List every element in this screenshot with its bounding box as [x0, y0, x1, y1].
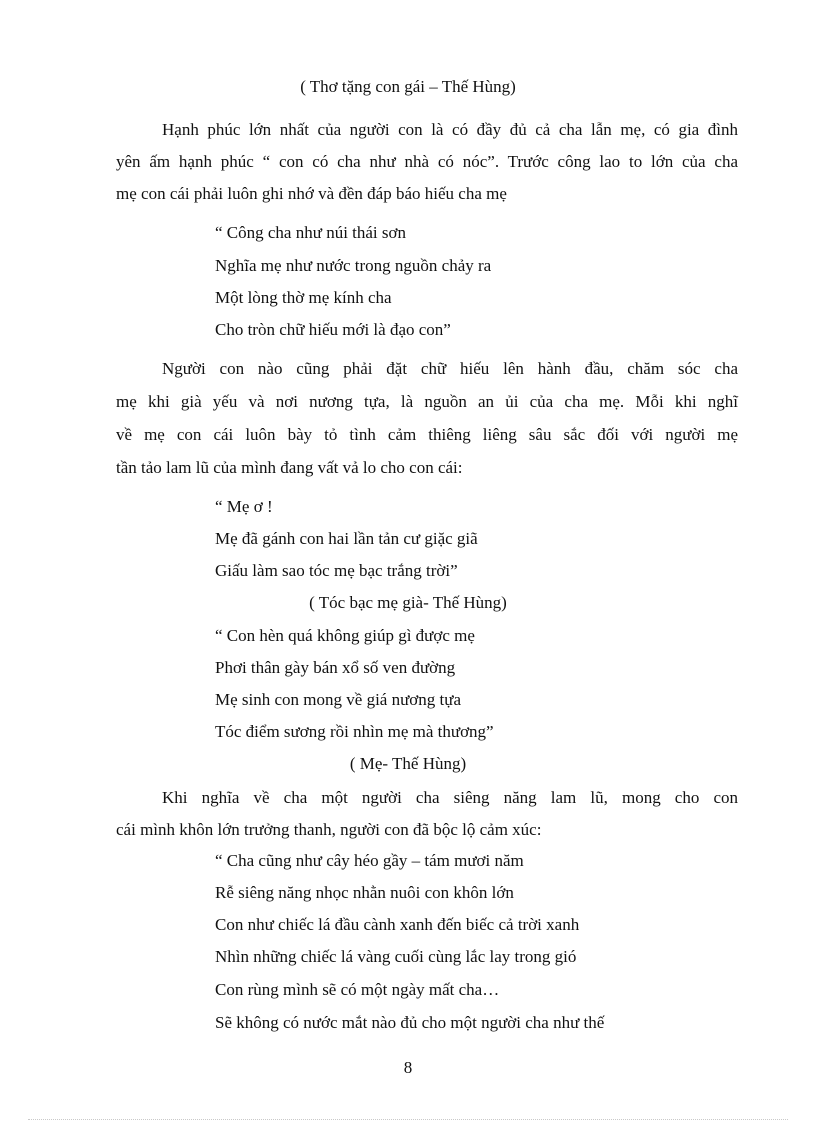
verse-line: Tóc điểm sương rồi nhìn mẹ mà thương”: [215, 722, 494, 741]
verse-line: Mẹ đã gánh con hai lần tản cư giặc giã: [215, 529, 478, 548]
verse-line: Con rùng mình sẽ có một ngày mất cha…: [215, 980, 500, 999]
caption-poem-source: ( Tóc bạc mẹ già- Thế Hùng): [309, 593, 507, 612]
verse-line: Mẹ sinh con mong về giá nương tựa: [215, 690, 462, 709]
page-number: 8: [403, 1058, 413, 1077]
verse-line: Cho tròn chữ hiếu mới là đạo con”: [215, 320, 451, 339]
paragraph-line: mẹ con cái phải luôn ghi nhớ và đền đáp báo hiếu cha mẹ: [116, 184, 507, 203]
verse-line: Nghĩa mẹ như nước trong nguồn chảy ra: [215, 256, 492, 275]
verse-line: Phơi thân gày bán xổ số ven đường: [215, 658, 456, 677]
verse-line: “ Công cha như núi thái sơn: [215, 223, 407, 242]
verse-line: Sẽ không có nước mắt nào đủ cho một người cha như thế: [215, 1013, 605, 1032]
verse-line: “ Cha cũng như cây héo gầy – tám mươi năm: [215, 851, 524, 870]
paragraph-line: Khi nghĩa về cha một người cha siêng năng lam lũ, mong cho con: [162, 788, 738, 807]
paragraph-line: tần tảo lam lũ của mình đang vất vả lo cho con cái:: [116, 458, 463, 477]
verse-line: “ Con hèn quá không giúp gì được mẹ: [215, 626, 475, 645]
caption-poem-source: ( Thơ tặng con gái – Thế Hùng): [300, 77, 516, 96]
caption-poem-source: ( Mẹ- Thế Hùng): [349, 754, 467, 773]
verse-line: Giấu làm sao tóc mẹ bạc trắng trời”: [215, 561, 458, 580]
paragraph-line: Hạnh phúc lớn nhất của người con là có đầy đủ cả cha lẫn mẹ, có gia đình: [162, 120, 738, 139]
verse-line: “ Mẹ ơ !: [215, 497, 273, 516]
paragraph-line: về mẹ con cái luôn bày tỏ tình cảm thiêng liêng sâu sắc đối với người mẹ: [116, 425, 738, 444]
paragraph-line: yên ấm hạnh phúc “ con có cha như nhà có nóc”. Trước công lao to lớn của cha: [116, 152, 738, 171]
verse-line: Nhìn những chiếc lá vàng cuối cùng lắc lay trong gió: [215, 947, 577, 966]
paragraph-line: cái mình khôn lớn trưởng thanh, người con đã bộc lộ cảm xúc:: [116, 820, 542, 839]
paragraph-line: mẹ khi già yếu và nơi nương tựa, là nguồn an ủi của cha mẹ. Mỗi khi nghĩ: [116, 392, 738, 411]
verse-line: Con như chiếc lá đầu cành xanh đến biếc cả trời xanh: [215, 915, 580, 934]
paragraph-line: Người con nào cũng phải đặt chữ hiếu lên hành đầu, chăm sóc cha: [162, 359, 738, 378]
page-bottom-divider: [28, 1119, 788, 1120]
verse-line: Một lòng thờ mẹ kính cha: [215, 288, 392, 307]
verse-line: Rễ siêng năng nhọc nhằn nuôi con khôn lớn: [215, 883, 514, 902]
